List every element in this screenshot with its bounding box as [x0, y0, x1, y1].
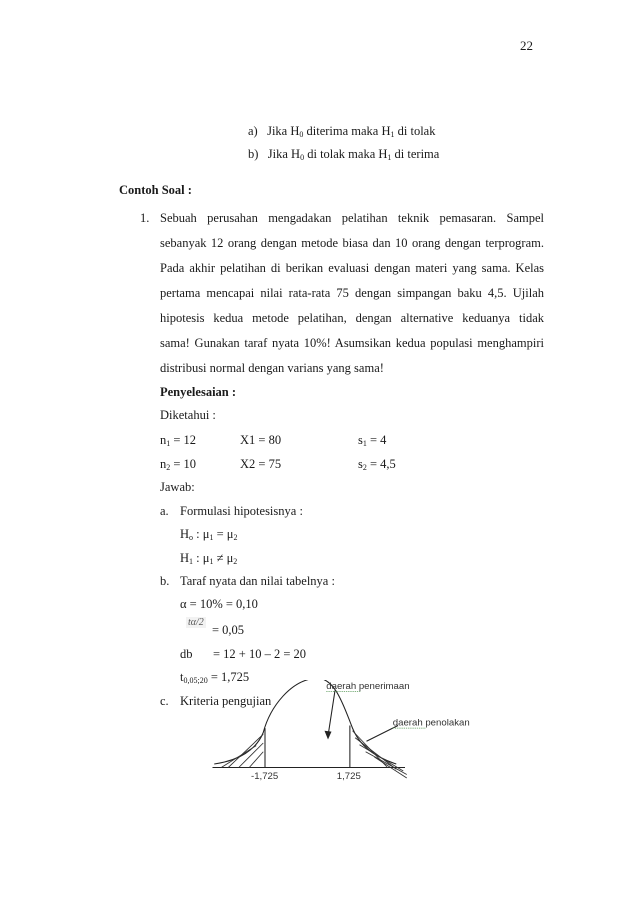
- known-n1: [160, 433, 196, 448]
- rule-text: di terima: [391, 147, 440, 161]
- page-number: 22: [520, 38, 533, 53]
- h-sub: 1: [209, 533, 214, 542]
- h-sub: o: [189, 533, 194, 542]
- rule-text: di tolak maka H: [304, 147, 388, 161]
- h-text: = μ: [213, 527, 234, 541]
- rule-marker: b): [248, 147, 259, 161]
- t-label: t: [180, 670, 184, 684]
- reject-label: daerah penolakan: [392, 717, 470, 729]
- h-sub: 1: [189, 557, 194, 566]
- db-label: db: [180, 647, 193, 661]
- known-x1: X1 = 80: [240, 433, 282, 447]
- var-sub: 1: [166, 439, 171, 448]
- var-label: n: [160, 457, 167, 471]
- h1-statement: [180, 551, 237, 566]
- h-text: : μ: [193, 527, 210, 541]
- right-critical-label: 1,725: [336, 770, 361, 782]
- bell-curve: [214, 680, 396, 764]
- problem-number: 1.: [140, 211, 150, 225]
- rule-sub: 0: [300, 153, 305, 162]
- alpha-value: α = 10% = 0,10: [180, 597, 258, 611]
- h-label: H: [180, 551, 190, 565]
- rule-marker: a): [248, 124, 258, 138]
- var-value: = 10: [170, 457, 197, 471]
- var-label: n: [160, 433, 167, 447]
- answer-label: Jawab:: [160, 480, 195, 494]
- accept-arrow: [328, 691, 335, 737]
- h-text: : μ: [193, 551, 210, 565]
- known-s1: [358, 433, 386, 448]
- step-b-title: Taraf nyata dan nilai tabelnya :: [180, 574, 335, 588]
- h-text: ≠ μ: [213, 551, 234, 565]
- step-a-marker: a.: [160, 504, 169, 518]
- var-label: s: [358, 457, 363, 471]
- t-half-value: = 0,05: [212, 623, 245, 637]
- db-value: = 12 + 10 – 2 = 20: [213, 647, 307, 661]
- h-sub: 1: [209, 557, 214, 566]
- accept-arrowhead: [325, 731, 332, 740]
- rule-text: diterima maka H: [303, 124, 391, 138]
- step-c-marker: c.: [160, 694, 169, 708]
- var-label: s: [358, 433, 363, 447]
- known-x2: X2 = 75: [240, 457, 282, 471]
- rule-sub: 1: [390, 130, 395, 139]
- var-sub: 2: [166, 463, 171, 472]
- critical-region-figure: [190, 680, 550, 820]
- problem-line: Sebuah perusahan mengadakan pelatihan teknik pemasaran. Sampel: [160, 211, 544, 225]
- t-sub: 0,05;20: [183, 676, 208, 685]
- t-value: = 1,725: [207, 670, 250, 684]
- problem-line: hipotesis kedua metode pelatihan, dengan alternative keduanya tidak: [160, 311, 544, 325]
- h-sub: 2: [233, 557, 238, 566]
- var-value: = 4: [366, 433, 387, 447]
- problem-line: pertama mencapai nilai rata-rata 75 dengan simpangan baku 4,5. Ujilah: [160, 286, 544, 300]
- rule-a: [248, 124, 435, 139]
- known-label: Diketahui :: [160, 408, 216, 422]
- problem-line: distribusi normal dengan varians yang sama!: [160, 361, 384, 375]
- step-c-title: Kriteria pengujian: [180, 694, 272, 708]
- rule-b: [248, 147, 439, 162]
- solution-heading: Penyelesaian :: [160, 385, 237, 399]
- h-label: H: [180, 527, 190, 541]
- rule-sub: 0: [299, 130, 304, 139]
- problem-line: sebanyak 12 orang dengan metode biasa dan 10 orang dengan terprogram.: [160, 236, 544, 250]
- example-heading: Contoh Soal :: [119, 183, 192, 197]
- known-n2: [160, 457, 196, 472]
- problem-line: Pada akhir pelatihan di berikan evaluasi dengan materi yang sama. Kelas: [160, 261, 544, 275]
- step-a-title: Formulasi hipotesisnya :: [180, 504, 303, 518]
- var-value: = 12: [170, 433, 197, 447]
- var-sub: 1: [362, 439, 367, 448]
- rule-sub: 1: [387, 153, 392, 162]
- t-half-symbol: tα/2: [188, 617, 204, 628]
- rule-text: Jika H: [267, 147, 301, 161]
- left-rejection-hatch: [221, 734, 263, 767]
- var-sub: 2: [362, 463, 367, 472]
- step-b-marker: b.: [160, 574, 170, 588]
- problem-line: sama! Gunakan taraf nyata 10%! Asumsikan kedua populasi menghampiri: [160, 336, 544, 350]
- left-critical-label: -1,725: [251, 770, 279, 782]
- rule-text: di tolak: [394, 124, 436, 138]
- h-sub: 2: [233, 533, 238, 542]
- accept-label: daerah penerimaan: [326, 680, 410, 692]
- var-value: = 4,5: [366, 457, 396, 471]
- rule-text: Jika H: [267, 124, 300, 138]
- h0-statement: [180, 527, 237, 542]
- known-s2: [358, 457, 396, 472]
